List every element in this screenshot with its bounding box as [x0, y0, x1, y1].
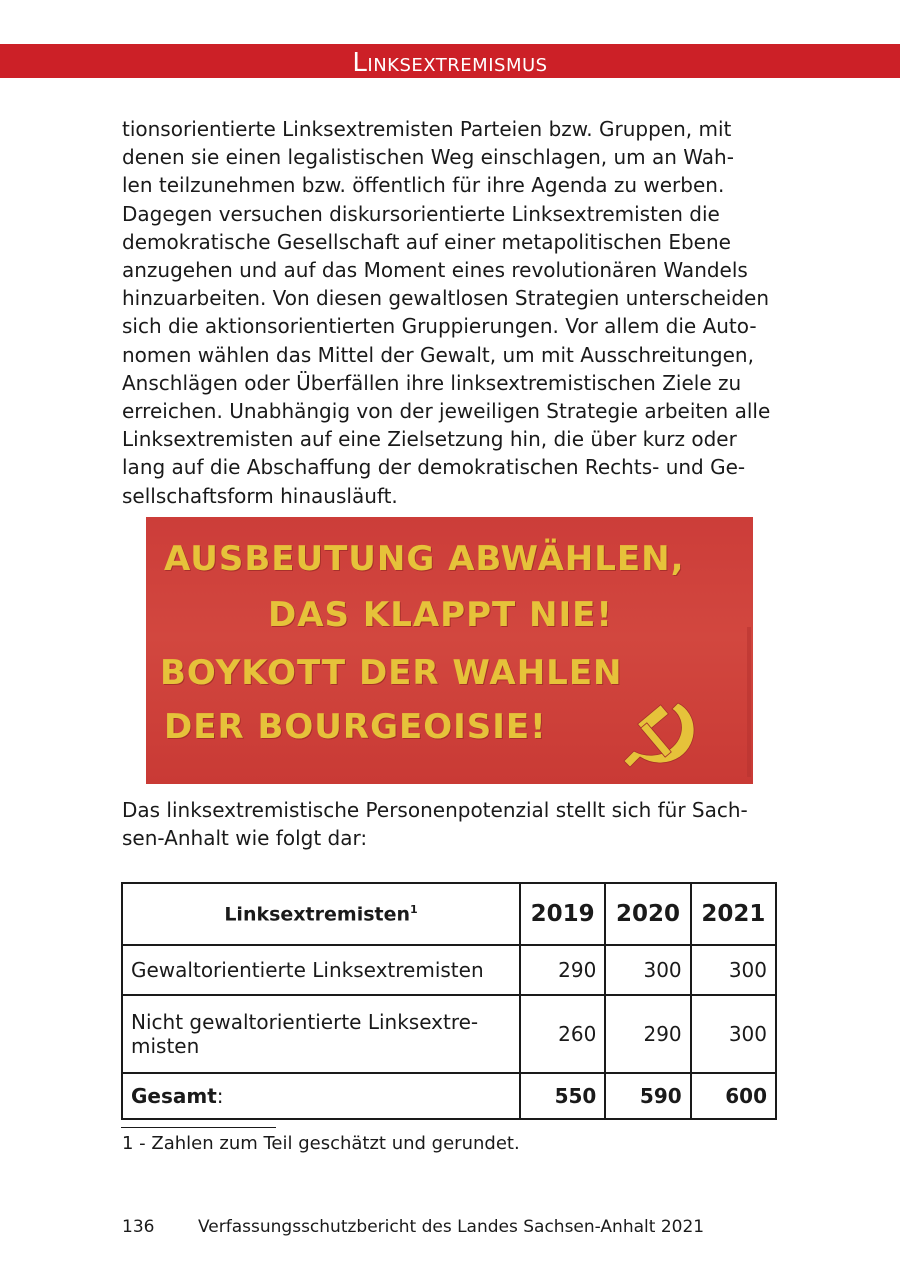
year-header: 2019 — [520, 883, 605, 945]
intro-line: Linksextremisten auf eine Zielsetzung hin, die über kurz oder — [122, 427, 737, 452]
poster-line: DAS KLAPPT NIE! — [268, 595, 613, 635]
intro-line: len teilzunehmen bzw. öffentlich für ihre Agenda zu werben. — [122, 173, 725, 198]
intro-paragraph — [122, 115, 782, 510]
section-title: Linksextremismus — [352, 48, 548, 78]
total-value: 600 — [691, 1073, 776, 1119]
intro-line: sellschaftsform hinausläuft. — [122, 483, 398, 508]
table-row — [122, 945, 776, 995]
table-header-label: Linksextremisten$^1$ — [122, 883, 520, 945]
lead-line: Das linksextremistische Personenpotenzial stellt sich für Sach- — [122, 798, 748, 822]
row-label — [122, 995, 520, 1073]
row-label-line: Nicht gewaltorientierte Linksextre- — [131, 1010, 479, 1034]
cell-value: 290 — [605, 995, 690, 1073]
hammer-and-sickle-icon — [616, 695, 706, 775]
table-header-row — [122, 883, 776, 945]
page-number: 136 — [122, 1217, 155, 1237]
footnote-divider — [121, 1127, 276, 1128]
intro-line: Dagegen versuchen diskursorientierte Linksextremisten die — [122, 201, 720, 226]
footer-title: Verfassungsschutzbericht des Landes Sachsen-Anhalt 2021 — [198, 1217, 705, 1237]
poster-line: AUSBEUTUNG ABWÄHLEN, — [164, 539, 685, 579]
row-label: Gewaltorientierte Linksextremisten — [122, 945, 520, 995]
poster-fold — [747, 627, 751, 777]
table-row — [122, 995, 776, 1073]
intro-line: erreichen. Unabhängig von der jeweiligen Strategie arbeiten alle — [122, 399, 771, 424]
intro-line: Anschlägen oder Überfällen ihre linksextremistischen Ziele zu — [122, 370, 742, 395]
cell-value: 300 — [691, 995, 776, 1073]
year-header: 2020 — [605, 883, 690, 945]
table-lead-paragraph — [122, 796, 782, 852]
intro-line: demokratische Gesellschaft auf einer metapolitischen Ebene — [122, 229, 731, 254]
row-label-line: misten — [131, 1034, 200, 1058]
footnote-marker: 1 — [410, 902, 418, 916]
cell-value: 260 — [520, 995, 605, 1073]
cell-value: 300 — [605, 945, 690, 995]
intro-line: denen sie einen legalistischen Weg einschlagen, um an Wah- — [122, 145, 734, 170]
intro-line: nomen wählen das Mittel der Gewalt, um mit Ausschreitungen, — [122, 342, 754, 367]
cell-value: 290 — [520, 945, 605, 995]
protest-poster-image — [146, 517, 753, 784]
total-label: Gesamt: — [122, 1073, 520, 1119]
poster-line: BOYKOTT DER WAHLEN — [160, 653, 623, 693]
total-value: 590 — [605, 1073, 690, 1119]
total-value: 550 — [520, 1073, 605, 1119]
footnote: 1 - Zahlen zum Teil geschätzt und gerundet. — [122, 1133, 520, 1154]
intro-line: anzugehen und auf das Moment eines revolutionären Wandels — [122, 258, 748, 283]
cell-value: 300 — [691, 945, 776, 995]
intro-line: hinzuarbeiten. Von diesen gewaltlosen Strategien unterscheiden — [122, 286, 770, 311]
lead-line: sen-Anhalt wie folgt dar: — [122, 826, 368, 850]
personenpotenzial-table — [121, 882, 777, 1120]
intro-line: tionsorientierte Linksextremisten Parteien bzw. Gruppen, mit — [122, 117, 732, 141]
table-total-row — [122, 1073, 776, 1119]
poster-line: DER BOURGEOISIE! — [164, 707, 547, 747]
intro-line: lang auf die Abschaffung der demokratischen Rechts- und Ge- — [122, 455, 746, 480]
year-header: 2021 — [691, 883, 776, 945]
intro-line: sich die aktionsorientierten Gruppierungen. Vor allem die Auto- — [122, 314, 757, 339]
